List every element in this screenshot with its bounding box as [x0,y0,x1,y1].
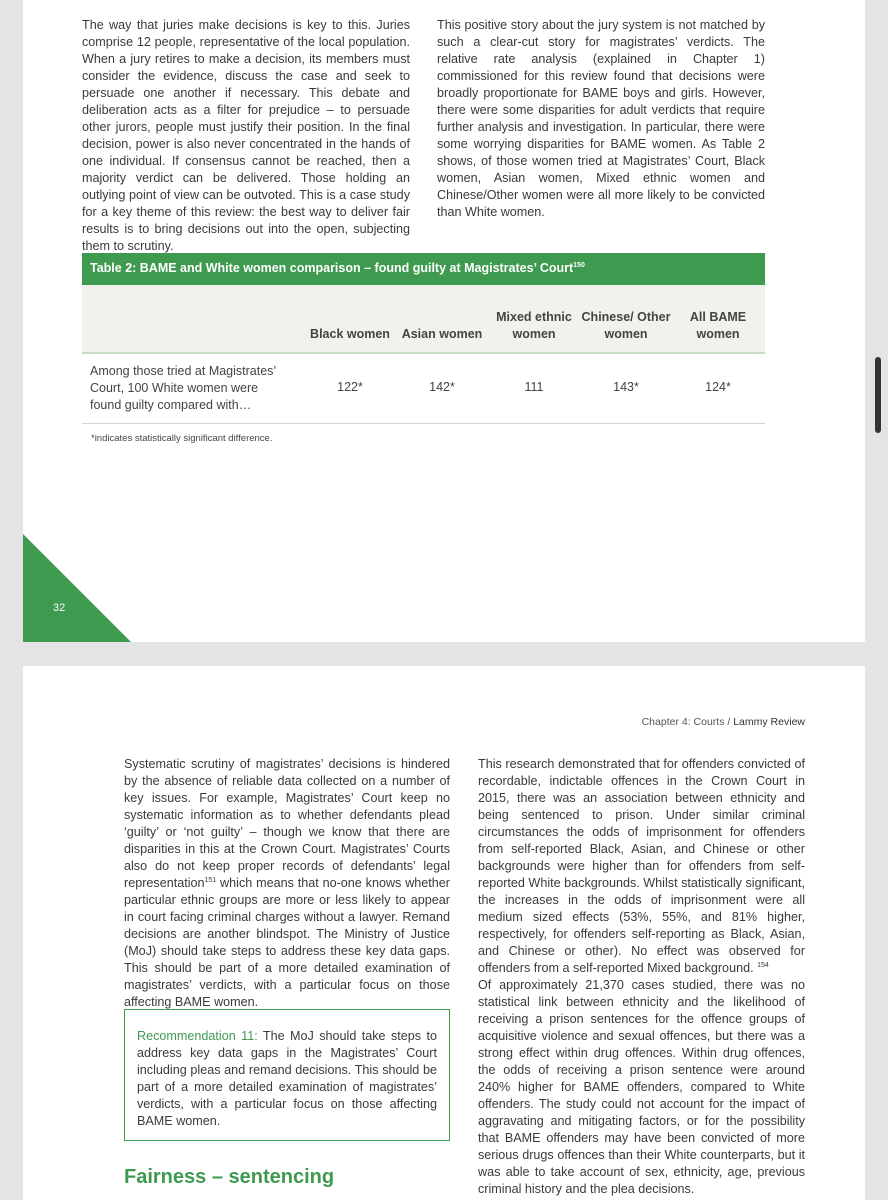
magistrates-verdicts-paragraph: This positive story about the jury system is not matched by such a clear-cut story for magistrates’ verdicts. The relative rate analysis (explained in Chapter 1) commissioned for this review found that decisions were broadly proportionate for BAME boys and girls. However, there were some disparities for adult verdicts that require further analysis and investigation. In particular, there were some worrying disparities for BAME women. As Table 2 shows, of those women tried at Magistrates’ Court, Black women, Asian women, Mixed ethnic women and Chinese/Other women were all more likely to be convicted than White women. [437,18,765,219]
column-header-black-women: Black women [310,327,390,341]
drug-offences-paragraph: Of approximately 21,370 cases studied, there was no statistical link between ethnicity and the likelihood of receiving a prison sentences for the offence groups of acquisitive violence and sexual offences, but there was a strong effect within drug offences. Within drug offences, the odds of receiving a prison sentence were around 240% higher for BAME offenders, compared to White offenders. The study could not account for the impact of aggravating and mitigating factors, or for the possibility that BAME offenders may have been convicted of more serious drugs offences than their White counterparts, but it was able to take account of sex, ethnicity, age, previous criminal history and the plea decisions. [478,978,805,1196]
cell-asian-women: 142* [429,380,455,394]
footnote-ref-154: 154 [757,961,769,969]
table-significance-note: *indicates statistically significant difference. [91,433,273,444]
jury-decisions-paragraph: The way that juries make decisions is key to this. Juries comprise 12 people, representative of the local population. When a jury retires to make a decision, its members must consider the evidence, discuss the case and seek to persuade one another if necessary. This debate and deliberation acts as a filter for prejudice – to persuade other jurors, people must justify their position. In the final decision, power is also never concentrated in the hands of one individual. If consensus cannot be reached, then a majority verdict can be delivered. Those holding an outlying point of view can be outvoted. This is a case study for a key theme of this review: the best way to deliver fair results is to bring decisions out into the open, subjecting them to scrutiny. [82,18,410,253]
section-title-fairness-sentencing: Fairness – sentencing [124,1166,335,1188]
green-corner-triangle [23,534,131,642]
recommendation-11-box [124,1009,450,1141]
magistrates-data-paragraph: Systematic scrutiny of magistrates’ decisions is hindered by the absence of reliable data collected on a number of key issues. For example, Magistrates’ Court keep no systematic information as to whether defendants plead ‘guilty’ or ‘not guilty’ – though we know that there are disparities in this at the Crown Court. Magistrates’ Courts also do not keep proper records of defendants’ legal representation$^{151}$ which means that no-one knows whether particular ethnic groups are more or less likely to appear in court facing criminal charges without a lawyer. Remand decisions are another blindspot. The Ministry of Justice (MoJ) should take steps to address these key data gaps. This should be part of a more detailed examination of magistrates’ verdicts, with a particular focus on those affecting BAME women. [124,757,450,1009]
column-header-chinese-other-women: Chinese/ Other women [581,310,671,341]
cell-mixed-ethnic-women: 111 [524,380,544,394]
cell-chinese-other-women: 143* [613,380,639,394]
cell-black-women: 122* [337,380,363,394]
running-head-title: Lammy Review [733,716,805,728]
document-page-33 [23,666,865,1200]
table-row-label: Among those tried at Magistrates’ Court, 100 White women were found guilty compared with… [90,364,276,412]
footnote-ref-151: 151 [204,876,217,884]
table-title-footnote-ref: 150 [573,261,585,269]
scrollbar-thumb[interactable] [875,357,881,433]
running-head: Chapter 4: Courts / Lammy Review [641,716,805,728]
table-bottom-rule [82,423,765,424]
table-2-title: Table 2: BAME and White women comparison – found guilty at Magistrates’ Court$^{150}$ [82,253,765,285]
page-number: 32 [53,602,66,614]
table-2 [82,285,765,425]
recommendation-11-text: Recommendation 11: The MoJ should take steps to address key data gaps in the Magistrates’ Court including pleas and remand decisions. This should be part of a more detailed examination of magistrates’ verdicts, with a particular focus on those affecting BAME women. [137,1029,437,1128]
document-page-32 [23,0,865,642]
cell-all-bame-women: 124* [705,380,731,394]
column-header-asian-women: Asian women [401,327,483,341]
sentencing-research-paragraph: This research demonstrated that for offenders convicted of recordable, indictable offences in the Crown Court in 2015, there was an association between ethnicity and being sentenced to prison. Under similar criminal circumstances the odds of imprisonment for offenders from self-reported Black, Asian, and Chinese or other backgrounds were higher than for offenders from self-reported White backgrounds. Whilst statistically significant, the increases in the odds of imprisonment were all medium sized effects (53%, 55%, and 81% higher, respectively, for offenders self-reporting as Black, Asian, and Chinese or other). No effect was observed for offenders from a self-reported Mixed background. $^{154}$ [478,757,805,975]
recommendation-11-label: Recommendation 11: [137,1029,258,1043]
column-header-mixed-ethnic-women: Mixed ethnic women [496,310,572,341]
column-header-all-bame-women: All BAME women [689,310,747,341]
